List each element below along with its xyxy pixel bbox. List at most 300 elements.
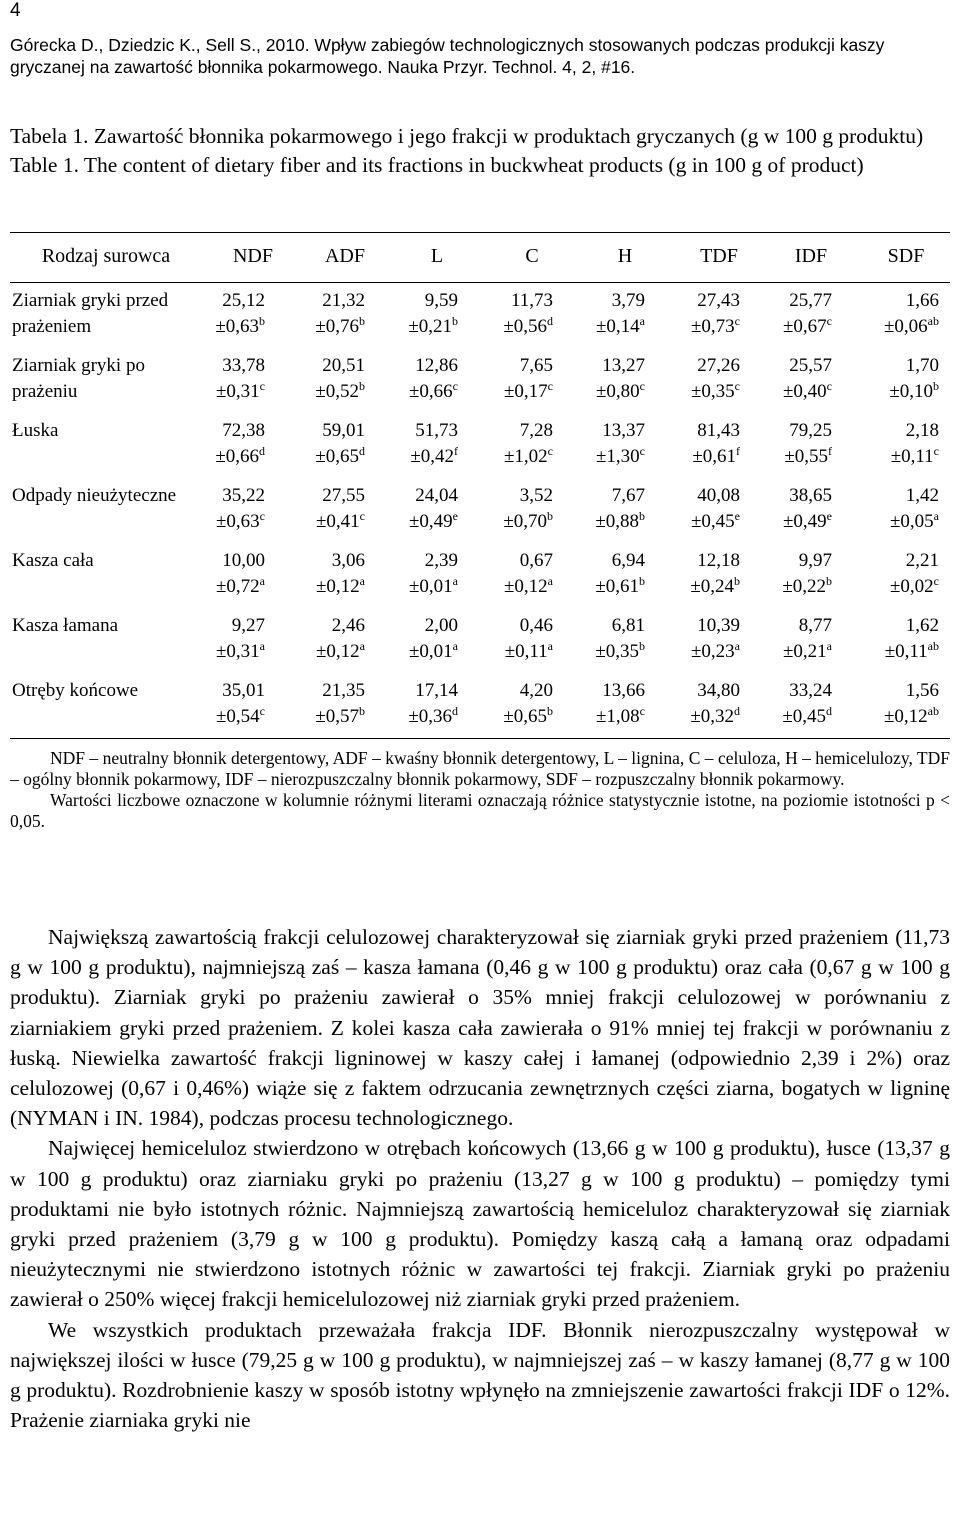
table-cell-c (463, 678, 553, 730)
cell-sd: ±0,12 (315, 576, 360, 597)
cell-mean: 7,28 (519, 420, 553, 441)
cell-mean: 10,00 (222, 550, 265, 571)
cell-mean: 33,78 (222, 355, 265, 376)
cell-sd-line (175, 444, 265, 470)
cell-sd: ±0,49 (408, 511, 453, 532)
significance-letter: b (639, 574, 645, 588)
cell-mean: 35,01 (222, 680, 265, 701)
footnote-significance: Wartości liczbowe oznaczone w kolumnie różnymi literami oznaczają różnice statystycznie istotne, na poziomie istotności p < 0,05. (10, 790, 950, 831)
significance-letter: a (359, 639, 365, 653)
significance-letter: c (639, 704, 645, 718)
cell-mean: 3,52 (519, 485, 553, 506)
cell-sd-line (275, 314, 365, 340)
significance-letter: b (826, 574, 832, 588)
cell-mean: 27,55 (322, 485, 365, 506)
cell-sd: ±0,31 (215, 641, 260, 662)
cell-sd: ±0,54 (215, 706, 260, 727)
significance-letter: d (826, 704, 832, 718)
cell-sd: ±0,45 (690, 511, 735, 532)
cell-mean: 25,57 (789, 355, 832, 376)
table-row (0, 613, 960, 673)
cell-mean: 4,20 (519, 680, 553, 701)
table-cell-h (555, 483, 645, 535)
table-cell-tdf (650, 678, 740, 730)
significance-letter: c (826, 314, 832, 328)
row-material-name: Kasza cała (12, 550, 94, 571)
significance-letter: b (259, 314, 265, 328)
significance-letter: c (547, 444, 553, 458)
cell-sd: ±0,11 (504, 641, 548, 662)
cell-mean: 1,42 (905, 485, 939, 506)
cell-sd-line (849, 639, 939, 665)
table-cell-idf (742, 288, 832, 340)
table-cell-tdf (650, 483, 740, 535)
cell-sd: ±0,55 (784, 446, 828, 467)
cell-mean: 2,46 (331, 615, 365, 636)
cell-sd: ±0,42 (410, 446, 454, 467)
cell-sd: ±0,63 (215, 511, 260, 532)
cell-mean: 27,26 (697, 355, 740, 376)
table-cell-adf (275, 613, 365, 665)
footnote-abbreviations: NDF – neutralny błonnik detergentowy, ADF – kwaśny błonnik detergentowy, L – lignina, C – celuloza, H – hemicelulozy, TDF – ogólny błonnik pokarmowy, IDF – nierozpuszczalny błonnik pokarmowy, SDF – rozpuszczalny błonnik pokarmowy. (10, 748, 950, 789)
table-cell-tdf (650, 548, 740, 600)
cell-sd-line (742, 509, 832, 535)
row-material-name: Ziarniak gryki po prażeniu (12, 355, 145, 402)
table-cell-l (368, 288, 458, 340)
significance-letter: a (826, 639, 832, 653)
table-cell-sdf (849, 548, 939, 600)
significance-letter: c (452, 379, 458, 393)
row-material-name: Ziarniak gryki przed prażeniem (12, 290, 169, 337)
cell-mean: 25,77 (789, 290, 832, 311)
cell-sd: ±1,08 (595, 706, 640, 727)
cell-sd: ±0,61 (595, 576, 639, 597)
cell-sd-line (555, 314, 645, 340)
significance-letter: f (454, 444, 458, 458)
cell-sd-line (175, 704, 265, 730)
table-cell-c (463, 353, 553, 405)
table-row (0, 483, 960, 543)
cell-mean: 34,80 (697, 680, 740, 701)
cell-sd: ±0,01 (408, 641, 453, 662)
column-header-sdf: SDF (887, 245, 925, 267)
significance-letter: a (452, 574, 458, 588)
significance-letter: ab (927, 704, 939, 718)
cell-sd: ±0,76 (315, 316, 359, 337)
cell-sd-line (275, 639, 365, 665)
significance-letter: e (452, 509, 458, 523)
significance-letter: a (259, 574, 265, 588)
table-cell-idf (742, 418, 832, 470)
table-cell-tdf (650, 353, 740, 405)
cell-sd: ±0,41 (315, 511, 360, 532)
cell-sd: ±0,01 (408, 576, 453, 597)
paragraph-idf: We wszystkich produktach przeważała frakcja IDF. Błonnik nierozpuszczalny występował w największej ilości w łusce (79,25 g w 100 g produktu), w najmniejszej zaś – w kaszy łamanej (8,77 g w 100 g produktu). Rozdrobnienie kaszy w sposób istotny wpłynęło na zmniejszenie zawartości frakcji IDF o 12%. Prażenie ziarniaka gryki nie (10, 1317, 950, 1433)
column-header-c: C (525, 245, 539, 267)
cell-mean: 1,66 (905, 290, 939, 311)
cell-sd: ±0,57 (315, 706, 359, 727)
cell-sd-line (368, 574, 458, 600)
cell-sd-line (742, 444, 832, 470)
cell-mean: 9,59 (424, 290, 458, 311)
cell-mean: 72,38 (222, 420, 265, 441)
table-cell-l (368, 353, 458, 405)
cell-sd-line (555, 574, 645, 600)
citation: Górecka D., Dziedzic K., Sell S., 2010. Wpływ zabiegów technologicznych stosowanych podczas produkcji kaszy gryczanej na zawartość błonnika pokarmowego. Nauka Przyr. Technol. 4, 2, #16. (10, 35, 885, 77)
cell-sd: ±0,45 (782, 706, 826, 727)
table-row (0, 418, 960, 478)
cell-sd: ±0,63 (215, 316, 259, 337)
table-cell-l (368, 678, 458, 730)
column-header-idf: IDF (794, 245, 828, 267)
cell-sd: ±0,23 (690, 641, 735, 662)
table-cell-c (463, 418, 553, 470)
cell-sd: ±0,52 (315, 381, 359, 402)
significance-letter: c (359, 509, 365, 523)
row-material-name: Odpady nieużyteczne (12, 485, 177, 506)
cell-sd: ±0,14 (595, 316, 640, 337)
cell-sd: ±0,40 (782, 381, 827, 402)
cell-sd: ±0,05 (889, 511, 934, 532)
significance-letter: c (639, 444, 645, 458)
cell-sd-line (742, 639, 832, 665)
table-row (0, 353, 960, 413)
cell-sd-line (849, 509, 939, 535)
cell-sd: ±0,67 (782, 316, 827, 337)
cell-sd-line (555, 444, 645, 470)
significance-letter: a (639, 314, 645, 328)
cell-mean: 1,70 (905, 355, 939, 376)
cell-mean: 8,77 (798, 615, 832, 636)
significance-letter: b (734, 574, 740, 588)
significance-letter: c (259, 379, 265, 393)
cell-sd-line (463, 509, 553, 535)
significance-letter: d (547, 314, 553, 328)
cell-mean: 13,27 (602, 355, 645, 376)
cell-sd: ±0,88 (595, 511, 639, 532)
cell-sd-line (849, 444, 939, 470)
cell-mean: 38,65 (789, 485, 832, 506)
cell-sd: ±0,70 (503, 511, 547, 532)
significance-letter: a (547, 574, 553, 588)
cell-sd: ±1,30 (595, 446, 640, 467)
significance-letter: a (734, 639, 740, 653)
table-cell-sdf (849, 613, 939, 665)
cell-sd-line (368, 444, 458, 470)
cell-sd-line (463, 444, 553, 470)
cell-mean: 13,37 (602, 420, 645, 441)
cell-mean: 11,73 (510, 290, 553, 311)
table-cell-adf (275, 288, 365, 340)
table-cell-c (463, 613, 553, 665)
table-cell-h (555, 613, 645, 665)
cell-mean: 12,86 (415, 355, 458, 376)
cell-sd-line (650, 444, 740, 470)
significance-letter: ab (927, 639, 939, 653)
table-cell-ndf (175, 353, 265, 405)
cell-sd: ±1,02 (503, 446, 548, 467)
significance-letter: b (359, 314, 365, 328)
table-cell-c (463, 548, 553, 600)
cell-mean: 1,56 (905, 680, 939, 701)
cell-sd: ±0,66 (408, 381, 453, 402)
table-caption (10, 122, 955, 180)
cell-mean: 79,25 (789, 420, 832, 441)
cell-sd: ±0,56 (503, 316, 547, 337)
significance-letter: a (547, 639, 553, 653)
cell-sd: ±0,24 (690, 576, 734, 597)
cell-sd-line (742, 574, 832, 600)
body-text (10, 922, 950, 1435)
cell-mean: 3,06 (331, 550, 365, 571)
paragraph-hemicellulose: Najwięcej hemiceluloz stwierdzono w otrębach końcowych (13,66 g w 100 g produktu), łusce (13,37 g w 100 g produktu) oraz ziarniaku gryki po prażeniu (13,27 g w 100 g produktu) – pomiędzy tymi produktami nie było istotnych różnic. Najmniejszą zawartością hemiceluloz charakteryzował się ziarniak gryki przed prażeniem (3,79 g w 100 g produktu). Pomiędzy kaszą całą a łamaną oraz odpadami nieużytecznymi nie stwierdzono istotnych różnic w zawartości tej frakcji. Ziarniak gryki po prażeniu zawierał o 250% więcej frakcji hemicelulozowej niż ziarniak gryki przed prażeniem. (10, 1136, 950, 1312)
table-cell-h (555, 548, 645, 600)
cell-mean: 40,08 (697, 485, 740, 506)
cell-sd: ±0,35 (690, 381, 735, 402)
column-header-tdf: TDF (700, 245, 738, 267)
cell-sd: ±0,80 (595, 381, 640, 402)
table-cell-l (368, 418, 458, 470)
cell-sd: ±0,65 (503, 706, 547, 727)
cell-sd-line (463, 314, 553, 340)
cell-mean: 13,66 (602, 680, 645, 701)
table-cell-adf (275, 353, 365, 405)
cell-sd-line (368, 509, 458, 535)
cell-mean: 1,62 (905, 615, 939, 636)
cell-sd: ±0,22 (782, 576, 826, 597)
table-cell-sdf (849, 418, 939, 470)
significance-letter: a (259, 639, 265, 653)
cell-mean: 6,94 (611, 550, 645, 571)
significance-letter: b (639, 639, 645, 653)
table-cell-ndf (175, 483, 265, 535)
significance-letter: c (933, 444, 939, 458)
significance-letter: b (933, 379, 939, 393)
cell-sd: ±0,35 (595, 641, 639, 662)
table-cell-h (555, 418, 645, 470)
significance-letter: d (734, 704, 740, 718)
cell-sd-line (555, 704, 645, 730)
cell-sd-line (368, 314, 458, 340)
table-caption-english: Table 1. The content of dietary fiber and its fractions in buckwheat products (g in 100 g of product) (10, 153, 864, 177)
table-cell-h (555, 288, 645, 340)
significance-letter: c (826, 379, 832, 393)
cell-sd-line (175, 509, 265, 535)
significance-letter: c (259, 704, 265, 718)
cell-sd: ±0,21 (408, 316, 452, 337)
cell-mean: 59,01 (322, 420, 365, 441)
table-cell-adf (275, 548, 365, 600)
cell-sd-line (175, 639, 265, 665)
cell-sd: ±0,61 (692, 446, 736, 467)
cell-sd-line (463, 379, 553, 405)
table-cell-ndf (175, 613, 265, 665)
cell-mean: 21,32 (322, 290, 365, 311)
page-number: 4 (10, 0, 21, 21)
cell-sd-line (555, 509, 645, 535)
cell-mean: 24,04 (415, 485, 458, 506)
table-cell-ndf (175, 288, 265, 340)
cell-sd: ±0,31 (215, 381, 260, 402)
cell-mean: 17,14 (415, 680, 458, 701)
cell-sd-line (555, 639, 645, 665)
cell-mean: 9,97 (798, 550, 832, 571)
cell-sd-line (275, 574, 365, 600)
significance-letter: e (826, 509, 832, 523)
table-cell-ndf (175, 548, 265, 600)
row-material-name: Otręby końcowe (12, 680, 139, 701)
cell-sd: ±0,32 (690, 706, 734, 727)
cell-sd-line (463, 704, 553, 730)
significance-letter: b (359, 379, 365, 393)
cell-mean: 2,39 (424, 550, 458, 571)
table-cell-adf (275, 483, 365, 535)
significance-letter: a (359, 574, 365, 588)
row-material-name: Kasza łamana (12, 615, 119, 636)
significance-letter: f (828, 444, 832, 458)
cell-sd-line (275, 704, 365, 730)
significance-letter: e (734, 509, 740, 523)
table-header-rule (10, 282, 950, 283)
cell-sd-line (650, 509, 740, 535)
significance-letter: b (452, 314, 458, 328)
table-cell-h (555, 678, 645, 730)
table-cell-l (368, 483, 458, 535)
cell-sd-line (650, 574, 740, 600)
table-cell-l (368, 613, 458, 665)
significance-letter: c (933, 574, 939, 588)
table-caption-polish: Tabela 1. Zawartość błonnika pokarmowego i jego frakcji w produktach gryczanych (g w 100 g produktu) (10, 124, 924, 148)
significance-letter: f (736, 444, 740, 458)
significance-letter: a (452, 639, 458, 653)
cell-sd-line (463, 639, 553, 665)
cell-sd-line (368, 379, 458, 405)
cell-sd-line (650, 639, 740, 665)
table-cell-adf (275, 418, 365, 470)
table-cell-sdf (849, 678, 939, 730)
table-header-row (0, 245, 960, 271)
cell-sd-line (849, 574, 939, 600)
column-header-ndf: NDF (232, 245, 273, 267)
column-header-l: L (430, 245, 444, 267)
cell-sd: ±0,73 (690, 316, 735, 337)
table-cell-idf (742, 613, 832, 665)
cell-mean: 7,65 (519, 355, 553, 376)
significance-letter: b (359, 704, 365, 718)
table-cell-tdf (650, 288, 740, 340)
cell-sd-line (849, 379, 939, 405)
significance-letter: c (734, 379, 740, 393)
cell-sd-line (650, 379, 740, 405)
table-cell-tdf (650, 613, 740, 665)
table-cell-idf (742, 353, 832, 405)
table-bottom-rule (10, 738, 950, 739)
column-header-material: Rodzaj surowca (41, 245, 171, 267)
table-cell-sdf (849, 353, 939, 405)
column-header-adf: ADF (324, 245, 365, 267)
table-row (0, 678, 960, 738)
table-row (0, 548, 960, 608)
table-cell-idf (742, 678, 832, 730)
significance-letter: d (359, 444, 365, 458)
table-cell-sdf (849, 483, 939, 535)
cell-sd-line (849, 704, 939, 730)
significance-letter: c (259, 509, 265, 523)
significance-letter: ab (927, 314, 939, 328)
cell-sd: ±0,12 (883, 706, 928, 727)
significance-letter: b (639, 509, 645, 523)
table-cell-ndf (175, 418, 265, 470)
significance-letter: c (734, 314, 740, 328)
table-cell-idf (742, 483, 832, 535)
cell-sd-line (175, 574, 265, 600)
cell-sd-line (175, 379, 265, 405)
cell-mean: 0,46 (519, 615, 553, 636)
cell-mean: 81,43 (697, 420, 740, 441)
cell-sd: ±0,12 (315, 641, 360, 662)
significance-letter: d (452, 704, 458, 718)
cell-sd: ±0,49 (782, 511, 827, 532)
cell-sd-line (368, 704, 458, 730)
cell-sd: ±0,06 (883, 316, 928, 337)
cell-mean: 3,79 (611, 290, 645, 311)
cell-sd: ±0,21 (782, 641, 827, 662)
cell-sd: ±0,10 (889, 381, 933, 402)
table-cell-ndf (175, 678, 265, 730)
table-cell-tdf (650, 418, 740, 470)
table-row (0, 288, 960, 348)
significance-letter: b (547, 704, 553, 718)
cell-sd: ±0,12 (503, 576, 548, 597)
cell-mean: 0,67 (519, 550, 553, 571)
cell-sd: ±0,36 (408, 706, 452, 727)
cell-mean: 2,21 (905, 550, 939, 571)
cell-mean: 25,12 (222, 290, 265, 311)
cell-sd-line (275, 379, 365, 405)
significance-letter: c (639, 379, 645, 393)
table-cell-c (463, 288, 553, 340)
table-cell-h (555, 353, 645, 405)
cell-mean: 35,22 (222, 485, 265, 506)
table-cell-sdf (849, 288, 939, 340)
cell-sd-line (849, 314, 939, 340)
cell-mean: 21,35 (322, 680, 365, 701)
significance-letter: a (933, 509, 939, 523)
cell-sd-line (555, 379, 645, 405)
cell-mean: 51,73 (415, 420, 458, 441)
cell-sd: ±0,11 (884, 641, 928, 662)
cell-sd-line (463, 574, 553, 600)
column-header-h: H (617, 245, 633, 267)
cell-sd: ±0,11 (890, 446, 934, 467)
cell-sd-line (368, 639, 458, 665)
cell-mean: 6,81 (611, 615, 645, 636)
significance-letter: d (259, 444, 265, 458)
cell-mean: 9,27 (231, 615, 265, 636)
cell-mean: 20,51 (322, 355, 365, 376)
table-cell-c (463, 483, 553, 535)
cell-sd-line (650, 314, 740, 340)
cell-mean: 33,24 (789, 680, 832, 701)
cell-sd-line (275, 444, 365, 470)
cell-mean: 7,67 (611, 485, 645, 506)
significance-letter: c (547, 379, 553, 393)
cell-sd-line (742, 704, 832, 730)
cell-sd: ±0,02 (889, 576, 934, 597)
cell-mean: 12,18 (697, 550, 740, 571)
table-footnote (10, 748, 950, 832)
paragraph-cellulose: Największą zawartością frakcji celulozowej charakteryzował się ziarniak gryki przed prażeniem (11,73 g w 100 g produktu), najmniejszą zaś – kasza łamana (0,46 g w 100 g produktu) oraz cała (0,67 g w 100 g produktu). Ziarniak gryki po prażeniu zawierał o 35% mniej frakcji celulozowej w porównaniu z ziarniakiem gryki przed prażeniem. Z kolei kasza cała zawierała o 91% mniej tej frakcji w porównaniu z łuską. Niewielka zawartość frakcji ligninowej w kaszy całej i łamanej (odpowiednio 2,39 i 2%) oraz celulozowej (0,67 i 0,46%) wiąże się z faktem odrzucania zewnętrznych części ziarna, bogatych w ligninę (NYMAN i IN. 1984), podczas procesu technologicznego. (10, 925, 950, 1131)
